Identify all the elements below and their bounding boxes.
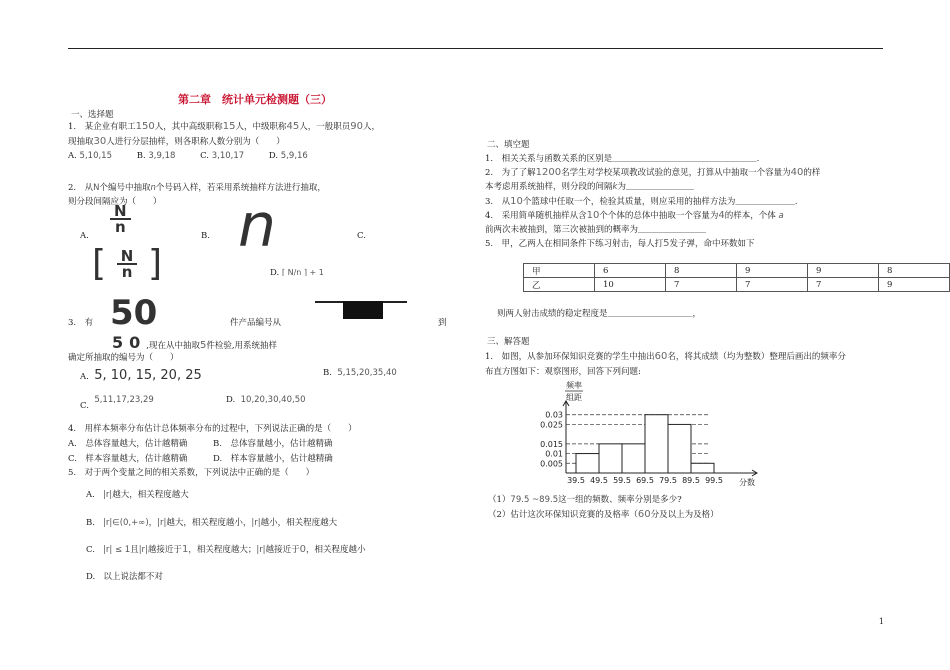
question-5: 5. 对于两个变量之间的相关系数，下列说法中正确的是（ ） xyxy=(68,468,315,478)
y-tick-label: 0.015 xyxy=(540,439,563,449)
section-2-heading: 二、填空题 xyxy=(487,140,530,150)
option-a-fraction: N n xyxy=(110,204,131,234)
y-tick-label: 0.005 xyxy=(540,459,563,469)
question-3-big-1: 1 xyxy=(343,301,383,319)
histogram-bar xyxy=(599,444,622,473)
fill-4-line2: 前两次未被抽到，第三次被抽到的概率为＿＿＿＿＿＿＿＿ xyxy=(485,225,707,235)
table-cell: 9 xyxy=(808,264,879,278)
question-3-option-c: C. 5,11,17,23,29 xyxy=(80,395,154,411)
table-cell: 6 xyxy=(595,264,666,278)
y-tick-label: 0.01 xyxy=(545,449,563,459)
option-c-bracket-fraction: [ $\frac{N}{n}$ ] xyxy=(92,243,163,284)
question-3-option-d: D. 10,20,30,40,50 xyxy=(226,395,306,405)
fill-4: 4. 采用简单随机抽样从含10个个体的总体中抽取一个容量为4的样本，个体 a xyxy=(485,210,784,221)
question-1-line2: 现抽取30人进行分层抽样，则各职称人数分别为（ ） xyxy=(68,136,285,147)
question-4-option-c: C. 样本容量越大，估计越精确 xyxy=(68,454,188,464)
option-d: D. ⌈ N/n ⌉ + 1 xyxy=(270,268,324,278)
question-3-big-1-box xyxy=(315,301,407,319)
table-cell: 9 xyxy=(879,278,950,292)
option-b-label: B. xyxy=(201,231,210,241)
x-tick-label: 99.5 xyxy=(705,476,723,485)
question-5-option-c: C. |r| ≤ 1且|r|越接近于1，相关程度越大；|r|越接近于0，相关程度越小 xyxy=(86,544,366,555)
option-c-label: C. xyxy=(357,231,366,241)
table-cell: 乙 xyxy=(524,278,595,292)
y-label-bottom: 组距 xyxy=(566,393,582,402)
x-tick-label: 39.5 xyxy=(567,476,585,485)
fill-5-after: 则两人射击成绩的稳定程度是＿＿＿＿＿＿＿＿＿＿， xyxy=(497,309,702,319)
histogram-bar xyxy=(622,444,645,473)
question-4-option-a: A. 总体容量越大，估计越精确 xyxy=(68,439,188,449)
question-1: 1. 某企业有职工150人，其中高级职称15人，中级职称45人，一般职员90人， xyxy=(68,121,380,132)
y-label-top: 频率 xyxy=(566,381,582,390)
y-tick-label: 0.03 xyxy=(545,410,563,420)
fill-2: 2. 为了了解1200名学生对学校某项教改试验的意见，打算从中抽取一个容量为40的样 xyxy=(485,167,821,178)
fill-1: 1. 相关关系与函数关系的区别是＿＿＿＿＿＿＿＿＿＿＿＿＿＿＿＿＿. xyxy=(485,154,760,164)
x-tick-label: 89.5 xyxy=(682,476,700,485)
question-3-option-b: B. 5,15,20,35,40 xyxy=(323,368,397,378)
solution-1-q2: （2）估计这次环保知识竞赛的及格率（60分及以上为及格） xyxy=(488,509,719,520)
section-1-heading: 一、选择题 xyxy=(71,110,114,120)
y-tick-label: 0.025 xyxy=(540,420,563,430)
question-2-line2: 则分段间隔应为（ ） xyxy=(68,197,162,207)
fill-3: 3. 从10个篮球中任取一个，检验其质量，则应采用的抽样方法为＿＿＿＿＿＿＿. xyxy=(485,196,798,207)
question-3-line3: 确定所抽取的编号为（ ） xyxy=(68,353,179,363)
solution-1: 1. 如图，从参加环保知识竞赛的学生中抽出60名，将其成绩（均为整数）整理后画出的频率分 xyxy=(485,351,846,362)
question-5-option-a: A. |r|越大，相关程度越大 xyxy=(86,490,189,500)
question-5-option-b: B. |r|∈(0,+∞)，|r|越大，相关程度越小，|r|越小，相关程度越大 xyxy=(86,518,338,528)
histogram-bar xyxy=(668,424,691,473)
question-4: 4. 用样本频率分布估计总体频率分布的过程中，下列说法正确的是（ ） xyxy=(68,424,357,434)
x-tick-label: 69.5 xyxy=(636,476,654,485)
question-3-to: 到 xyxy=(438,318,447,328)
fill-5: 5. 甲，乙两人在相同条件下练习射击，每人打5发子弹，命中环数如下 xyxy=(485,238,755,249)
question-3-big-50: 50 xyxy=(110,293,158,333)
question-3-option-a: A. 5, 10, 15, 20, 25 xyxy=(80,368,202,383)
table-cell: 8 xyxy=(879,264,950,278)
x-axis-label: 分数 xyxy=(739,478,755,487)
question-5-option-d: D. 以上说法都不对 xyxy=(86,572,163,582)
question-3-line2: 50,现在从中抽取5件检验,用系统抽样 xyxy=(112,333,278,352)
question-2: 2. 从N个编号中抽取n个号码入样，若采用系统抽样方法进行抽取， xyxy=(68,183,326,193)
header-rule xyxy=(68,48,883,49)
question-4-option-d: D. 样本容量越小，估计越精确 xyxy=(213,454,333,464)
page-number: 1 xyxy=(878,617,884,626)
frequency-histogram xyxy=(520,377,770,492)
question-3-label: 3. 有 xyxy=(68,318,94,328)
histogram-bar xyxy=(576,454,599,473)
table-row xyxy=(524,278,950,292)
question-4-option-b: B. 总体容量越小，估计越精确 xyxy=(213,439,333,449)
option-a-label: A. xyxy=(80,231,89,241)
x-tick-label: 79.5 xyxy=(659,476,677,485)
question-3-text: 件产品编号从 xyxy=(230,318,282,328)
table-cell: 8 xyxy=(666,264,737,278)
solution-1-line2: 布直方图如下：观察图形，回答下列问题: xyxy=(485,367,641,377)
option-b-big-n: n xyxy=(238,191,275,261)
table-cell: 甲 xyxy=(524,264,595,278)
solution-1-q1: （1）79.5 ~89.5这一组的频数、频率分别是多少? xyxy=(488,495,682,505)
table-cell: 9 xyxy=(737,264,808,278)
table-cell: 10 xyxy=(595,278,666,292)
section-3-heading: 三、解答题 xyxy=(487,337,530,347)
table-cell: 7 xyxy=(737,278,808,292)
table-row xyxy=(524,264,950,278)
shooting-score-table xyxy=(523,263,950,292)
x-tick-label: 59.5 xyxy=(613,476,631,485)
page-title: 第二章 统计单元检测题（三） xyxy=(178,93,332,106)
x-tick-label: 49.5 xyxy=(590,476,608,485)
question-1-options: A. 5,10,15 B. 3,9,18 C. 3,10,17 D. 5,9,16 xyxy=(68,151,308,161)
histogram-bar xyxy=(645,415,668,473)
histogram-bar xyxy=(691,463,714,473)
fill-2-line2: 本考虑用系统抽样，则分段的间隔k为＿＿＿＿＿＿＿＿ xyxy=(485,182,694,192)
table-cell: 7 xyxy=(666,278,737,292)
table-cell: 7 xyxy=(808,278,879,292)
